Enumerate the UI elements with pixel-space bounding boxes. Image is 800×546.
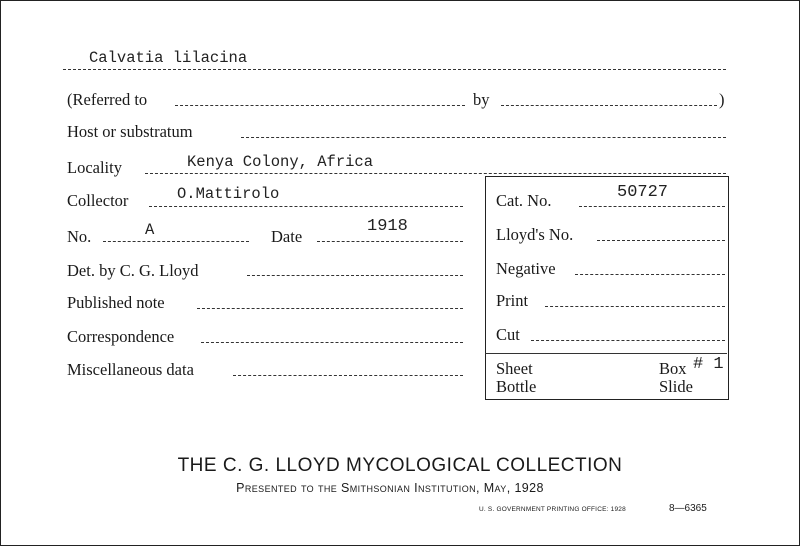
cut-line [531,340,725,341]
print-label: Print [496,291,529,310]
locality-label: Locality [67,158,122,177]
locality-value: Kenya Colony, Africa [187,153,374,171]
collector-value: O.Mattirolo [177,185,280,203]
box-label: Box [659,359,687,378]
referred-to-line [175,105,465,106]
date-label: Date [271,227,303,246]
miscellaneous-data-label: Miscellaneous data [67,360,194,379]
printing-office-note: U. S. GOVERNMENT PRINTING OFFICE: 1928 [479,506,626,513]
sheet-label: Sheet [496,359,533,378]
lloyds-no-label: Lloyd's No. [496,225,574,244]
by-line [501,105,717,106]
host-line [241,137,726,138]
negative-line [575,274,725,275]
cut-label: Cut [496,325,520,344]
published-note-label: Published note [67,293,165,312]
cat-no-value: 50727 [617,183,669,202]
collector-line [149,206,463,207]
close-paren: ) [719,90,725,109]
correspondence-label: Correspondence [67,327,175,346]
cat-no-line [579,206,725,207]
slide-label: Slide [659,377,693,396]
collection-title: THE C. G. LLOYD MYCOLOGICAL COLLECTION [177,455,623,476]
date-value: 1918 [367,217,408,236]
species-name: Calvatia lilacina [89,49,248,67]
cat-no-label: Cat. No. [496,191,552,210]
miscellaneous-data-line [233,375,463,376]
no-label: No. [67,227,92,246]
species-line [63,69,726,70]
lloyds-no-line [597,240,725,241]
host-label: Host or substratum [67,122,193,141]
by-label: by [473,90,490,109]
correspondence-line [201,342,463,343]
determined-by-label: Det. by C. G. Lloyd [67,261,199,280]
referred-to-label: (Referred to [67,90,148,109]
form-number: 8—6365 [669,503,707,514]
negative-label: Negative [496,259,556,278]
determined-by-line [247,275,463,276]
bottle-label: Bottle [496,377,537,396]
box-value: # 1 [693,355,724,374]
box-divider [485,353,727,354]
no-value: A [145,221,155,239]
collection-subtitle: Presented to the Smithsonian Institution, May, 1928 [236,481,544,495]
date-line [317,241,463,242]
published-note-line [197,308,463,309]
collector-label: Collector [67,191,129,210]
no-line [103,241,249,242]
locality-line [145,173,726,174]
print-line [545,306,725,307]
